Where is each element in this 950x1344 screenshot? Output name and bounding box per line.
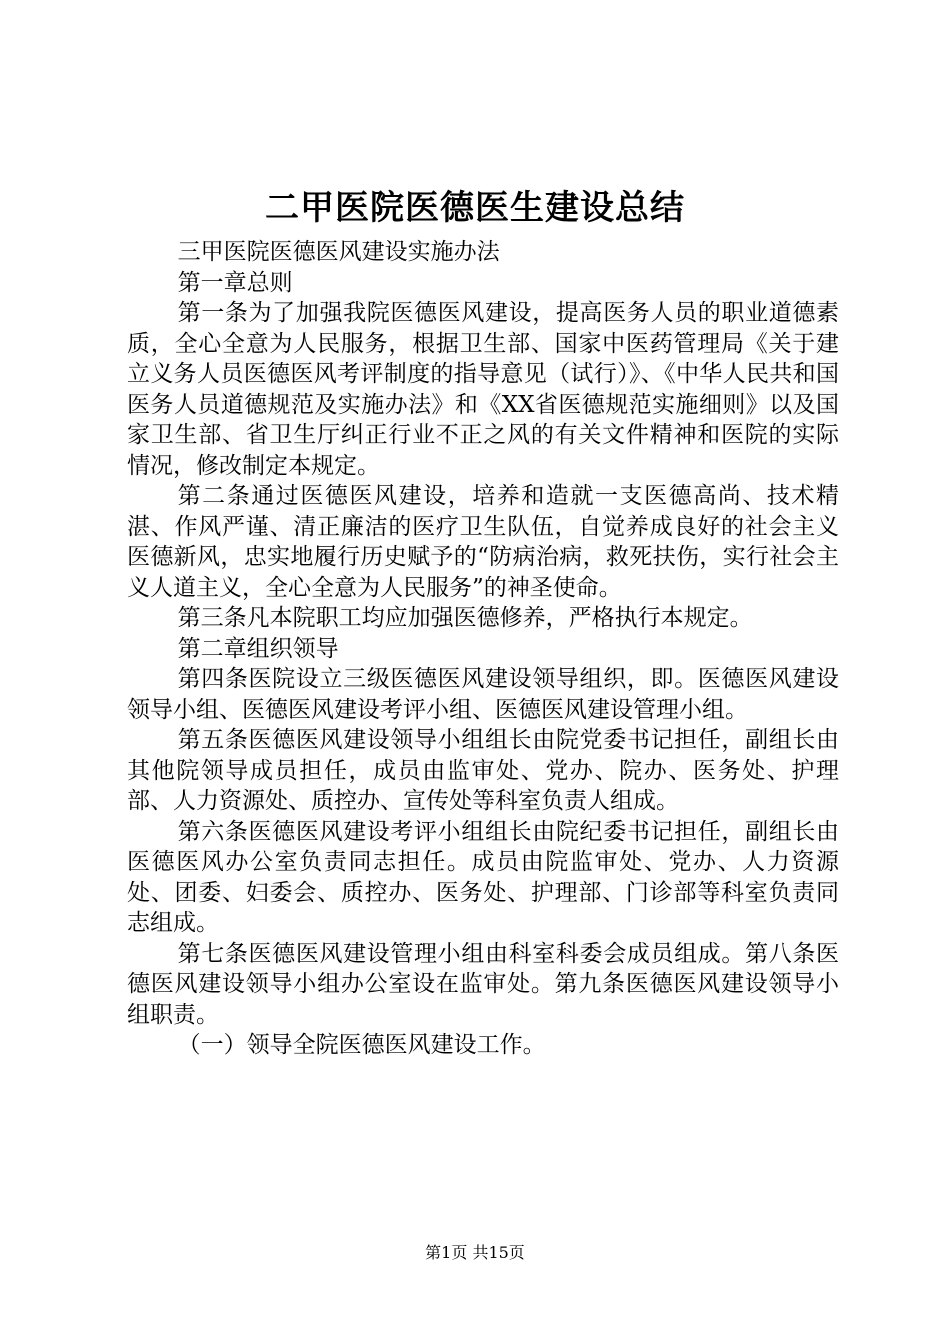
paragraph-article-6: 第六条医德医风建设考评小组组长由院纪委书记担任，副组长由医德医风办公室负责同志担任。成员由院监审处、党办、人力资源处、团委、妇委会、质控办、医务处、护理部、门诊部等科室负责同志组成。 [127,818,839,936]
paragraph-article-7-9: 第七条医德医风建设管理小组由科室科委会成员组成。第八条医德医风建设领导小组办公室设在监审处。第九条医德医风建设领导小组职责。 [127,940,839,1028]
paragraph-chapter-2: 第二章组织领导 [177,635,339,662]
paragraph-chapter-1: 第一章总则 [177,269,293,296]
paragraph-article-4: 第四条医院设立三级医德医风建设领导组织，即。医德医风建设领导小组、医德医风建设考评小组、医德医风建设管理小组。 [127,666,839,723]
paragraph-article-5: 第五条医德医风建设领导小组组长由院党委书记担任，副组长由其他院领导成员担任，成员由监审处、党办、院办、医务处、护理部、人力资源处、质控办、宣传处等科室负责人组成。 [127,727,839,814]
document-body [127,237,839,1061]
document-title: 二甲医院医德医生建设总结 [265,188,685,228]
page-footer: 第1页 共15页 [425,1243,525,1262]
paragraph-article-3: 第三条凡本院职工均应加强医德修养，严格执行本规定。 [177,605,753,631]
paragraph-subtitle: 三甲医院医德医风建设实施办法 [177,239,500,265]
paragraph-article-1: 第一条为了加强我院医德医风建设，提高医务人员的职业道德素质，全心全意为人民服务，根据卫生部、国家中医药管理局《关于建立义务人员医德医风考评制度的指导意见（试行）》、《中华人民共和国医务人员道德规范及实施办法》和《XX省医德规范实施细则》以及国家卫生部、省卫生厅纠正行业不正之风的有关文件精神和医院的实际情况，修改制定本规定。 [127,300,839,479]
paragraph-article-2: 第二条通过医德医风建设，培养和造就一支医德高尚、技术精湛、作风严谨、清正廉洁的医疗卫生队伍，自觉养成良好的社会主义医德新风，忠实地履行历史赋予的“防病治病，救死扶伤，实行社会主义人道主义，全心全意为人民服务”的神圣使命。 [127,483,839,601]
paragraph-item-1: （一）领导全院医德医风建设工作。 [177,1032,546,1058]
